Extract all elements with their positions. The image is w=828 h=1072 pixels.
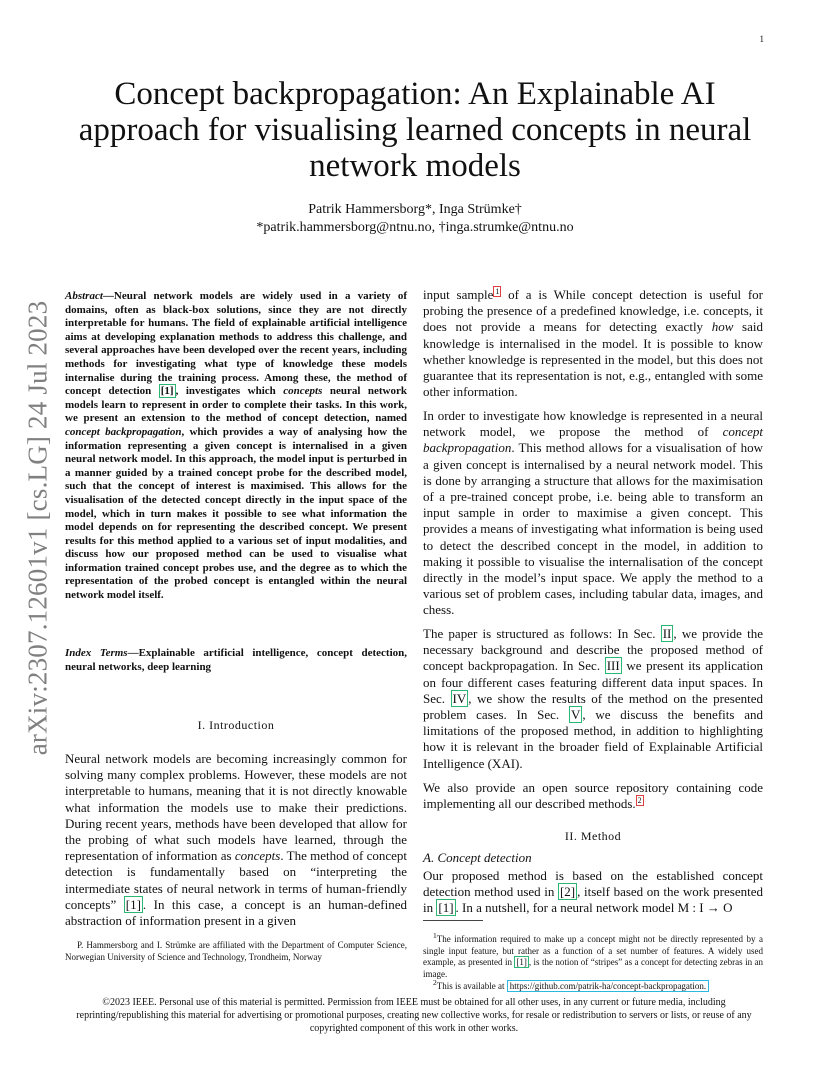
- abstract-text: neural network models learn to represent in order to complete their tasks. In this work, we present an extension to the method of concept detection, named: [65, 385, 408, 425]
- subsection-heading: A. Concept detection: [423, 850, 532, 865]
- method-paragraph: [423, 868, 763, 917]
- paragraph-text: , we show the results of the method on the presented problem cases. In Sec.: [423, 690, 763, 723]
- right-paragraph-3: [423, 626, 763, 772]
- paragraph-text: said knowledge is internalised in the model. It is possible to know whether knowledge is represented in the model, but this does not guarantee that its representation is not, e.g., entangled with some other information.: [423, 319, 763, 400]
- paragraph-text: , we discuss the benefits and limitations of the proposed method, in addition to highlighting how it is relevant in the broader field of Explainable Artificial Intelligence (XAI).: [423, 707, 763, 771]
- abstract-label: Abstract: [65, 290, 103, 302]
- footnote-1: [423, 930, 763, 980]
- paragraph-text: of a is While concept detection is useful for probing the presence of a predefined knowledge, i.e. concepts, it does not provide a means for detecting exactly: [423, 287, 764, 335]
- footnote-link[interactable]: 1: [495, 286, 500, 296]
- right-paragraph-4: [423, 780, 763, 812]
- section-heading-method: II. Method: [564, 829, 622, 843]
- index-terms: [65, 647, 407, 674]
- page-number: 1: [759, 34, 764, 44]
- section-link[interactable]: III: [606, 658, 620, 674]
- paper-title: Concept backpropagation: An Explainable AI approach for visualising learned concepts in neural network models: [78, 76, 752, 184]
- paragraph-text: . This method allows for a visualisation of how a given concept is internalised by a neural network model. This is done by arranging a structure that allows for the maximisation of a pre-trained concept probe, i.e. being able to transform an input sample in order to maximise a given concept. This provides a means of investigating what information is being used to detect the described concept in the model, in addition to making it possible to visualise the internalisation of the concept directly in the model’s input space. We apply the method to a various set of problem cases, including tabular data, images, and chess.: [423, 440, 763, 618]
- footnote-link[interactable]: 2: [637, 795, 642, 805]
- footnote-marker: 1: [433, 931, 437, 940]
- paragraph-text: In order to investigate how knowledge is represented in a neural network model, we propose the method of: [423, 408, 763, 440]
- citation-link[interactable]: [2]: [559, 884, 576, 900]
- paragraph-text: We also provide an open source repository containing code implementing all our described methods.: [423, 780, 763, 812]
- footnote-text: This is available at: [436, 981, 507, 991]
- footnote-marker: 2: [433, 978, 437, 987]
- abstract-text: , investigates which: [175, 385, 284, 398]
- footnote-text: , is the notion of “stripes” as a concept for detecting zebras in an image.: [423, 957, 763, 979]
- index-terms-text: —Explainable artificial intelligence, concept detection, neural networks, deep learning: [65, 647, 407, 673]
- index-terms-label: Index Terms: [65, 647, 128, 659]
- affiliation-note: P. Hammersborg and I. Strümke are affiliated with the Department of Computer Science, Norwegian University of Science and Technology, Trondheim, Norway: [65, 940, 407, 962]
- emphasis-text: concept backpropagation: [423, 424, 763, 456]
- paragraph-text: . In this case, a concept is an human-defined abstraction of information present in a given: [65, 896, 407, 929]
- section-link[interactable]: IV: [452, 690, 467, 706]
- repository-link[interactable]: https://github.com/patrik-ha/concept-backpropagation.: [507, 980, 709, 992]
- arxiv-stamp: [18, 298, 58, 758]
- paragraph-text: . In a nutshell, for a neural network model M : I → O: [455, 900, 733, 916]
- paragraph-text: we present its application on four different cases featuring different data input spaces. In Sec.: [423, 658, 763, 706]
- footnote-divider: [423, 920, 483, 921]
- section-link[interactable]: II: [662, 626, 672, 641]
- copyright-notice: ©2023 IEEE. Personal use of this material is permitted. Permission from IEEE must be obtained for all other uses, in any current or future media, including reprinting/republishing this material for advertising or promotional purposes, creating new collective works, for resale or redistribution to servers or lists, or reuse of any copyrighted component of this work in other works.: [76, 997, 752, 1034]
- emphasis-text: how: [711, 319, 734, 335]
- author-emails: *patrik.hammersborg@ntnu.no, †inga.strumke@ntnu.no: [256, 220, 574, 235]
- paragraph-text: The paper is structured as follows: In Sec.: [423, 626, 661, 641]
- abstract-emphasis: concepts: [283, 385, 323, 398]
- footnote-text: The information required to make up a concept might not be directly represented by a single input feature, but rather as a function of a set number of features. A widely used example, as presented in: [423, 934, 763, 968]
- paragraph-text: input sample: [423, 287, 494, 302]
- abstract-text: , which provides a way of analysing how the information representing a given concept is internalised in a given neural network model. In this approach, the model input is perturbed in a manner guided by a trained concept probe for the described model, such that the concept of interest is maximised. This allows for the visualisation of the detected concept directly in the input space of the model, which in turn makes it possible to see what information the model depends on for representing the described concept. We present results for this method applied to a various set of input modalities, and discuss how our proposed method can be used to visualise what information trained concept probes use, and the degree as to which the representation of the probed concept is entangled within the neural network model itself.: [65, 425, 408, 602]
- paragraph-text: , we provide the necessary background and describe the proposed method of concept backpropagation. In Sec.: [423, 626, 763, 674]
- paragraph-text: . The method of concept detection is fundamentally based on “interpreting the intermediate states of neural network in terms of human-friendly concepts”: [65, 848, 407, 912]
- footnote-2: [423, 977, 763, 993]
- citation-link[interactable]: [1]: [160, 385, 174, 398]
- section-heading-introduction: I. Introduction: [197, 718, 275, 732]
- paragraph-text: Neural network models are becoming increasingly common for solving many complex problems. However, these models are not interpretable to humans, meaning that it is not directly knowable what information the models use to make their predictions. During recent years, methods have been developed that allow for the probing of what such models have learned, through the representation of information as: [65, 751, 407, 864]
- citation-link[interactable]: [1]: [125, 896, 141, 912]
- intro-paragraph: [65, 751, 407, 929]
- paragraph-text: , itself based on the work presented in: [423, 884, 763, 916]
- abstract: [65, 290, 407, 603]
- paragraph-text: Our proposed method is based on the established concept detection method used in: [423, 868, 763, 900]
- right-paragraph-1: [423, 287, 763, 400]
- author-block: [70, 201, 760, 237]
- emphasis-text: concepts: [234, 848, 281, 864]
- right-paragraph-2: [423, 408, 763, 619]
- section-link[interactable]: V: [570, 707, 581, 723]
- citation-link[interactable]: [1]: [438, 900, 454, 916]
- abstract-emphasis: concept backpropagation: [65, 425, 182, 438]
- citation-link[interactable]: [1]: [516, 957, 527, 968]
- author-names: Patrik Hammersborg*, Inga Strümke†: [308, 202, 522, 217]
- arxiv-stamp-text: arXiv:2307.12601v1 [cs.LG] 24 Jul 2023: [22, 300, 53, 756]
- abstract-text: —Neural network models are widely used in a variety of domains, often as black-box solutions, since they are not directly interpretable for humans. The field of explainable artificial intelligence aims at developing explanation methods to address this challenge, and several approaches have been developed over the recent years, including methods for investigating what type of knowledge these models internalise during the training process. Among these, the method of concept detection: [65, 290, 407, 398]
